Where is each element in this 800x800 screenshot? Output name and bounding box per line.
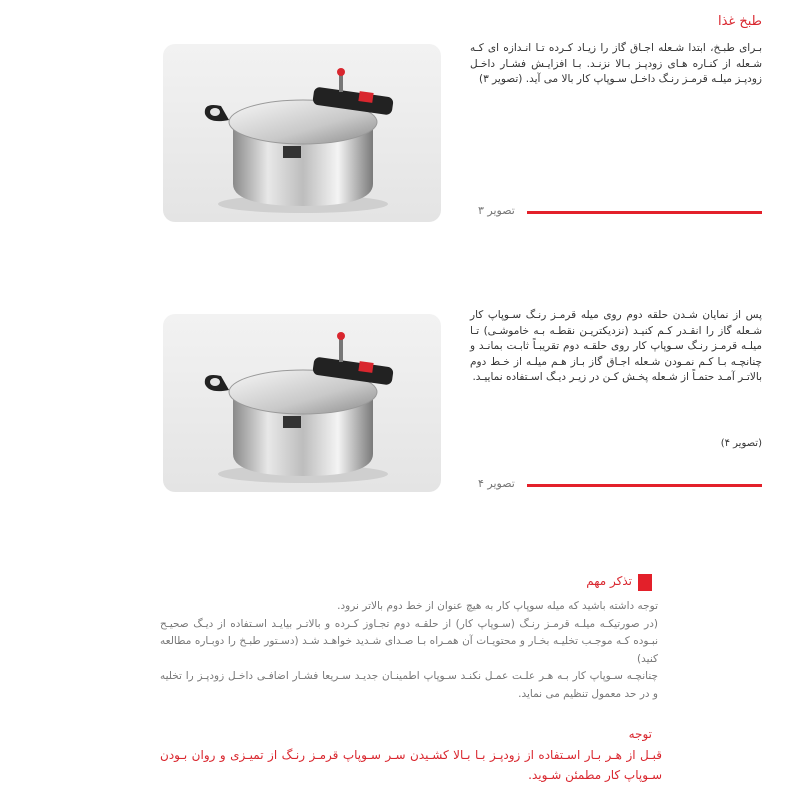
caption-1: تصویر ۳ xyxy=(478,204,515,217)
caption-2: تصویر ۴ xyxy=(478,477,515,490)
note-body xyxy=(160,598,658,703)
paragraph-2: پس از نمایان شـدن حلقه دوم روی میله قرمـز رنـگ سـوپاپ کار شـعله گاز را انقـدر کـم کنیـد (نزدیکتریـن نقطـه بـه خاموشـی) تـا میلـه قرمـز رنـگ سـوپاپ کار روی حلقـه دوم تقریبـاً ثابـت بمانـد و چنانچـه بـا کـم نمـودن شـعله اجـاق گاز بـاز هـم میلـه از خـط دوم بالاتـر آمـد حتمـاً از شـعله پخـش کـن در زیـر دیـگ اسـتفاده نماییـد. xyxy=(470,309,762,383)
pressure-cooker-photo-1 xyxy=(163,44,441,222)
pressure-cooker-icon xyxy=(163,44,441,222)
pressure-cooker-photo-2 xyxy=(163,314,441,492)
note-marker xyxy=(638,574,652,591)
paragraph-2-ref: (تصویر ۴) xyxy=(720,438,762,449)
caption-line-1 xyxy=(527,211,762,214)
note-title: تذکر مهم xyxy=(586,574,632,588)
section-title: طبخ غذا xyxy=(717,14,762,29)
note-line-1: توجه داشته باشید که میله سوپاپ کار به هیچ عنوان از خط دوم بالاتر نرود. xyxy=(337,600,658,612)
caption-line-2 xyxy=(527,484,762,487)
pressure-cooker-icon xyxy=(163,314,441,492)
note-line-3: چنانچـه سـوپاپ کار بـه هـر علـت عمـل نکنـد سـوپاپ اطمینـان جدیـد سـریعا فشـار اضافـی داخـل زودپـز را تخلیه و در حد معمول تنظیم می نماید. xyxy=(160,670,658,700)
warning-title: توجه xyxy=(628,727,652,741)
warning-text: قبـل از هـر بـار اسـتفاده از زودپـز بـا بـالا کشـیدن سـر سـوپاپ قرمـز رنـگ از تمیـزی و روان بـودن سـوپاپ کار مطمئن شـوید. xyxy=(160,748,662,782)
note-line-2: (در صورتیکـه میلـه قرمـز رنـگ (سـوپاپ کار) از حلقـه دوم تجـاوز کـرده و بالاتـر بیایـد اسـتفاده از دیـگ صحیـح نبـوده کـه موجـب تخلیـه بخـار و محتویـات آن همـراه بـا صـدای شـدید خواهـد شـد (دسـتور طبـخ را دوبـاره مطالعه کنید) xyxy=(160,617,658,665)
paragraph-1: بـرای طبـخ، ابتدا شـعله اجـاق گاز را زیـاد کـرده تـا انـدازه ای کـه شـعله از کنـاره هـای زودپـز بـالا نزنـد. بـا افزایـش فشـار داخـل زودپـز میلـه قرمـز رنـگ داخـل سـوپاپ کار بالا می آید. (تصویر ۳) xyxy=(470,42,762,85)
